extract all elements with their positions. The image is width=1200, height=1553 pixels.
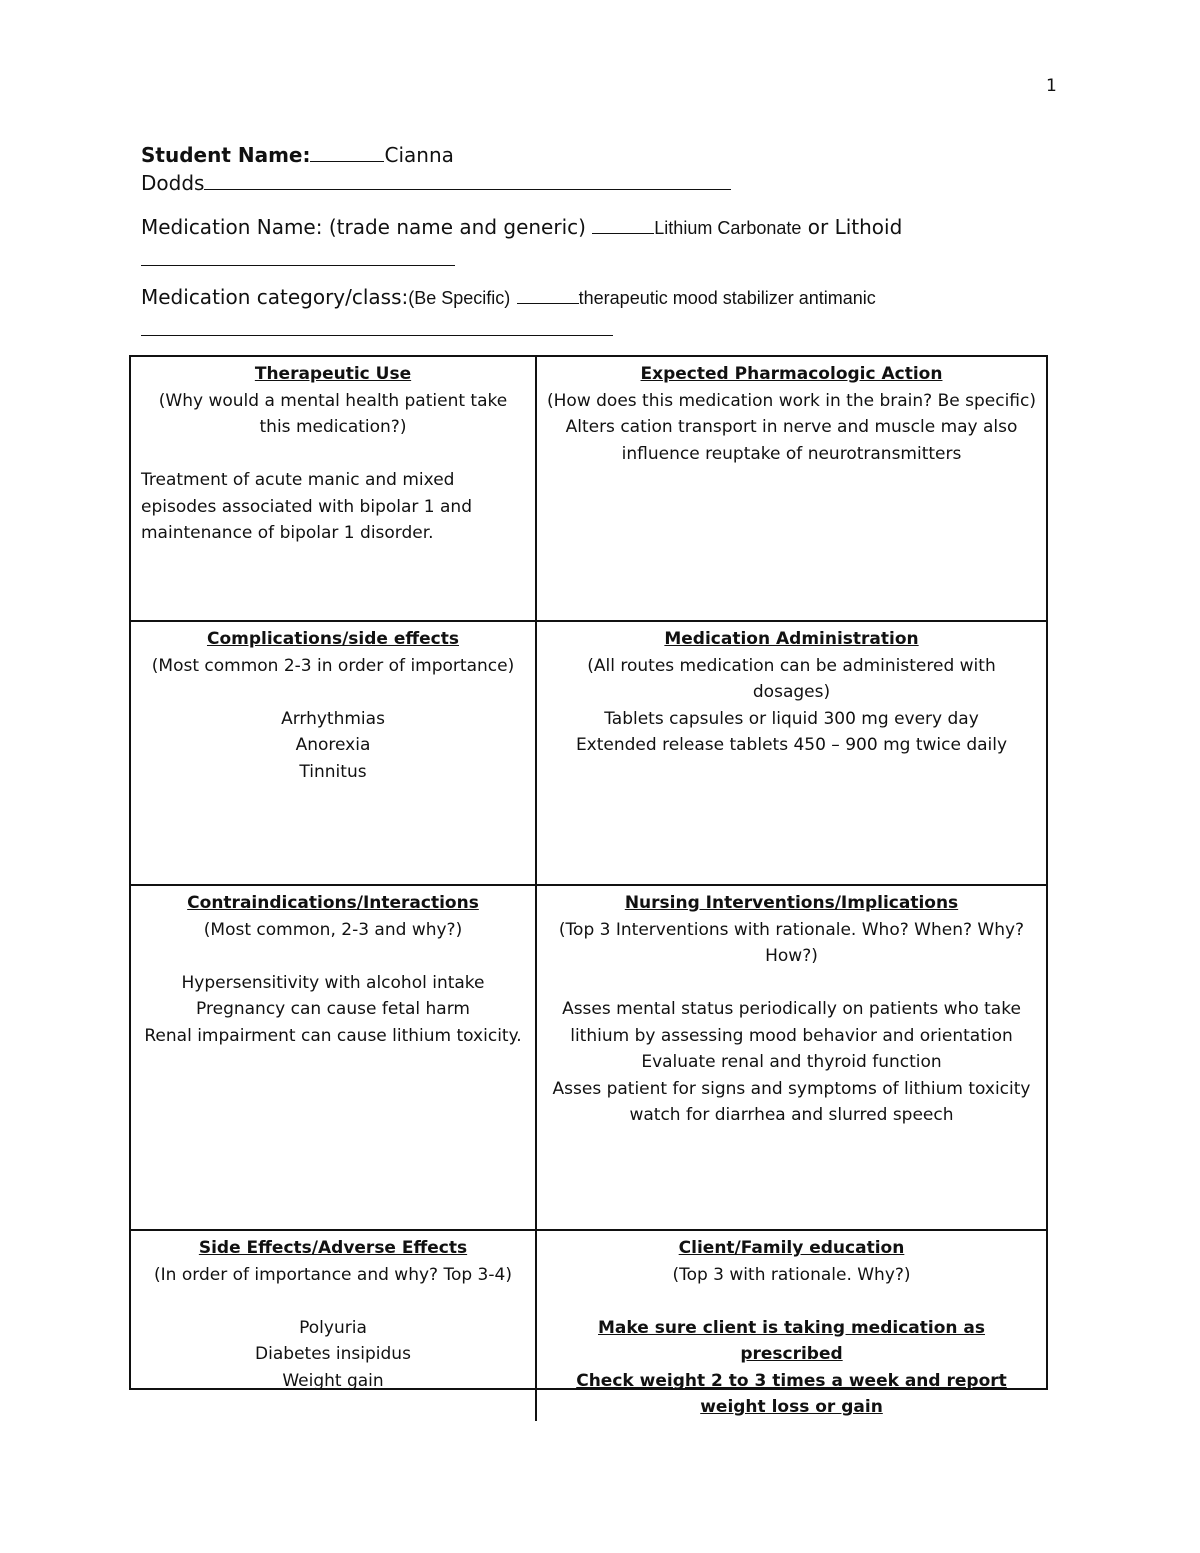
medication-category-specific: (Be Specific) <box>408 288 511 308</box>
side-effects-prompt: (In order of importance and why? Top 3-4) <box>154 1264 512 1285</box>
medication-name-alt: or Lithoid <box>807 215 903 239</box>
client-education-item: Check weight 2 to 3 times a week and report weight loss or gain <box>576 1370 1007 1417</box>
student-last-row <box>141 169 731 197</box>
client-education-cell <box>537 1231 1046 1421</box>
nursing-interventions-heading: Nursing Interventions/Implications <box>624 893 959 913</box>
medication-name-underline <box>141 265 455 266</box>
student-name-label: Student Name: <box>141 143 311 167</box>
nursing-interventions-item: Evaluate renal and thyroid function <box>641 1052 942 1072</box>
side-effects-item: Weight gain <box>282 1370 384 1391</box>
complications-item: Anorexia <box>295 735 371 755</box>
medication-category-value: therapeutic mood stabilizer antimanic <box>578 288 876 308</box>
contraindications-item: Pregnancy can cause fetal harm <box>196 999 470 1019</box>
pharmacologic-action-heading: Expected Pharmacologic Action <box>640 364 943 384</box>
side-effects-heading: Side Effects/Adverse Effects <box>198 1238 468 1258</box>
medication-name-blank <box>592 213 654 234</box>
nursing-interventions-item: Asses mental status periodically on patients who take lithium by assessing mood behavior and orientation <box>562 999 1021 1046</box>
complications-item: Tinnitus <box>299 761 367 782</box>
complications-item: Arrhythmias <box>281 708 385 729</box>
medication-name-value: Lithium Carbonate <box>654 218 802 238</box>
complications-cell <box>131 622 537 886</box>
administration-prompt: (All routes medication can be administered with dosages) <box>587 655 996 702</box>
client-education-heading: Client/Family education <box>678 1238 905 1258</box>
side-effects-item: Diabetes insipidus <box>255 1344 411 1364</box>
contraindications-heading: Contraindications/Interactions <box>187 893 479 913</box>
nursing-interventions-prompt: (Top 3 Interventions with rationale. Who? When? Why? How?) <box>558 919 1025 966</box>
student-name-row <box>141 141 454 169</box>
medication-worksheet-table <box>129 355 1048 1417</box>
pharmacologic-action-text: Alters cation transport in nerve and muscle may also influence reuptake of neurotransmitters <box>565 417 1018 464</box>
student-last-name: Dodds <box>141 171 205 195</box>
administration-item: Extended release tablets 450 – 900 mg twice daily <box>575 735 1008 755</box>
side-effects-item: Polyuria <box>299 1317 367 1338</box>
pharmacologic-action-cell <box>537 357 1046 622</box>
medication-name-row <box>141 213 902 242</box>
therapeutic-use-text: Treatment of acute manic and mixed episodes associated with bipolar 1 and maintenance of bipolar 1 disorder. <box>141 470 472 543</box>
client-education-prompt: (Top 3 with rationale. Why?) <box>672 1264 911 1285</box>
therapeutic-use-cell <box>131 357 537 622</box>
student-last-blank <box>204 169 731 190</box>
medication-category-underline <box>141 335 613 336</box>
medication-category-row <box>141 283 876 312</box>
page-number: 1 <box>1046 76 1057 96</box>
administration-item: Tablets capsules or liquid 300 mg every day <box>604 708 979 729</box>
student-name-blank <box>310 141 384 162</box>
therapeutic-use-prompt: (Why would a mental health patient take this medication?) <box>158 390 508 437</box>
therapeutic-use-heading: Therapeutic Use <box>254 364 412 384</box>
client-education-item: Make sure client is taking medication as prescribed <box>598 1317 985 1364</box>
contraindications-item: Hypersensitivity with alcohol intake <box>181 972 485 993</box>
side-effects-cell <box>131 1231 537 1421</box>
contraindications-cell <box>131 886 537 1231</box>
contraindications-prompt: (Most common, 2-3 and why?) <box>203 919 463 940</box>
administration-cell <box>537 622 1046 886</box>
student-first-name: Cianna <box>384 143 454 167</box>
nursing-interventions-cell <box>537 886 1046 1231</box>
complications-prompt: (Most common 2-3 in order of importance) <box>151 655 515 676</box>
medication-category-label: Medication category/class: <box>141 285 409 309</box>
complications-heading: Complications/side effects <box>206 629 460 649</box>
nursing-interventions-item: Asses patient for signs and symptoms of lithium toxicity watch for diarrhea and slurred speech <box>552 1078 1031 1125</box>
medication-category-blank <box>517 283 579 304</box>
medication-name-label: Medication Name: (trade name and generic) <box>141 215 586 239</box>
administration-heading: Medication Administration <box>664 629 919 649</box>
pharmacologic-action-prompt: (How does this medication work in the brain? Be specific) <box>547 390 1036 411</box>
contraindications-item: Renal impairment can cause lithium toxicity. <box>144 1025 522 1046</box>
